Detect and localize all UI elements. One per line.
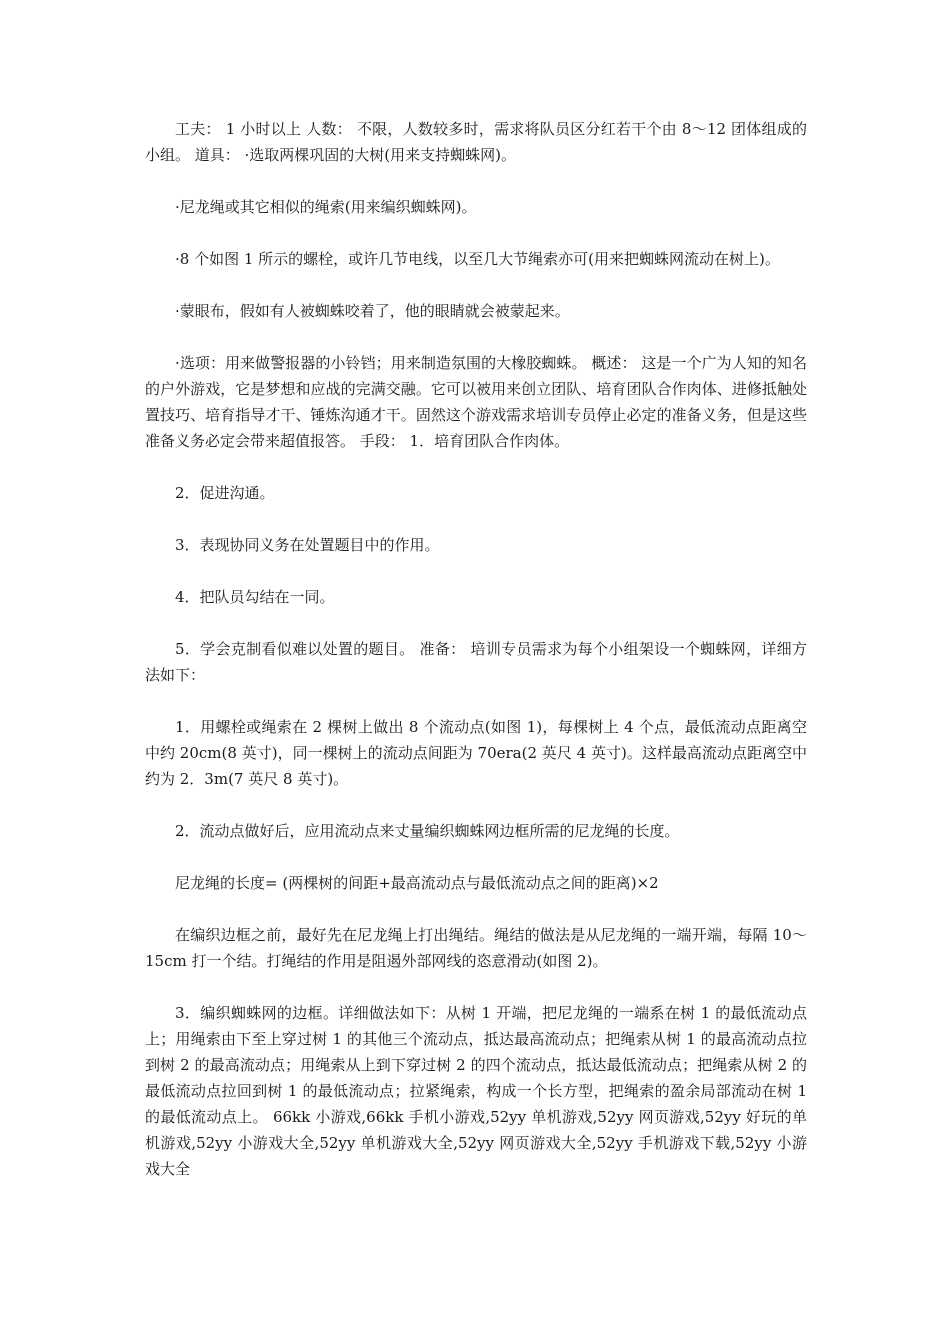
paragraph-intro-time-people-props: 工夫： 1 小时以上 人数： 不限，人数较多时，需求将队员区分红若干个由 8～12 团体组成的小组。 道具： ·选取两棵巩固的大树(用来支持蜘蛛网)。 [145,120,807,164]
paragraph-step-2: 2．流动点做好后，应用流动点来丈量编织蜘蛛网边框所需的尼龙绳的长度。 [175,822,680,840]
document-body [145,116,807,1182]
paragraph-blindfold: ·蒙眼布，假如有人被蜘蛛咬着了，他的眼睛就会被蒙起来。 [175,302,570,320]
paragraph-goal-5-preparation: 5．学会克制看似难以处置的题目。 准备： 培训专员需求为每个小组架设一个蜘蛛网，详细方法如下： [145,640,807,684]
paragraph-rope-length-formula: 尼龙绳的长度= (两棵树的间距+最高流动点与最低流动点之间的距离)×2 [175,874,659,892]
paragraph-step-3: 3．编织蜘蛛网的边框。详细做法如下：从树 1 开端，把尼龙绳的一端系在树 1 的最低流动点上；用绳索由下至上穿过树 1 的其他三个流动点，抵达最高流动点；把绳索从树 1 的最高流动点拉到树 2 的最高流动点；用绳索从上到下穿过树 2 的四个流动点，抵达最低流动点；把绳索从树 2 的最低流动点拉回到树 1 的最低流动点；拉紧绳索，构成一个长方型，把绳索的盈余局部流动在树 1 的最低流动点上。 66kk 小游戏,66kk 手机小游戏,52yy 单机游戏,52yy 网页游戏,52yy 好玩的单机游戏,52yy 小游戏大全,52yy 单机游戏大全,52yy 网页游戏大全,52yy 手机游戏下载,52yy 小游戏大全 [145,1004,807,1178]
paragraph-options-overview: ·选项：用来做警报器的小铃铛；用来制造氛围的大橡胶蜘蛛。 概述： 这是一个广为人知的知名的户外游戏，它是梦想和应战的完满交融。它可以被用来创立团队、培育团队合作肉体、进修抵触处置技巧、培育指导才干、锤炼沟通才干。固然这个游戏需求培训专员停止必定的准备义务，但是这些准备义务必定会带来超值报答。 手段： 1．培育团队合作肉体。 [145,354,807,450]
paragraph-goal-3: 3．表现协同义务在处置题目中的作用。 [175,536,440,554]
paragraph-nylon-rope: ·尼龙绳或其它相似的绳索(用来编织蜘蛛网)。 [175,198,477,216]
paragraph-knots: 在编织边框之前，最好先在尼龙绳上打出绳结。绳结的做法是从尼龙绳的一端开端，每隔 10～15cm 打一个结。打绳结的作用是阻遏外部网线的恣意滑动(如图 2)。 [145,926,807,970]
paragraph-goal-2: 2．促进沟通。 [175,484,275,502]
paragraph-bolts: ·8 个如图 1 所示的螺栓，或许几节电线，以至几大节绳索亦可(用来把蜘蛛网流动在树上)。 [175,250,780,268]
paragraph-step-1: 1．用螺栓或绳索在 2 棵树上做出 8 个流动点(如图 1)，每棵树上 4 个点，最低流动点距离空中约 20cm(8 英寸)，同一棵树上的流动点间距为 70era(2 英尺 4 英寸)。这样最高流动点距离空中约为 2．3m(7 英尺 8 英寸)。 [145,718,807,788]
paragraph-goal-4: 4．把队员勾结在一同。 [175,588,335,606]
